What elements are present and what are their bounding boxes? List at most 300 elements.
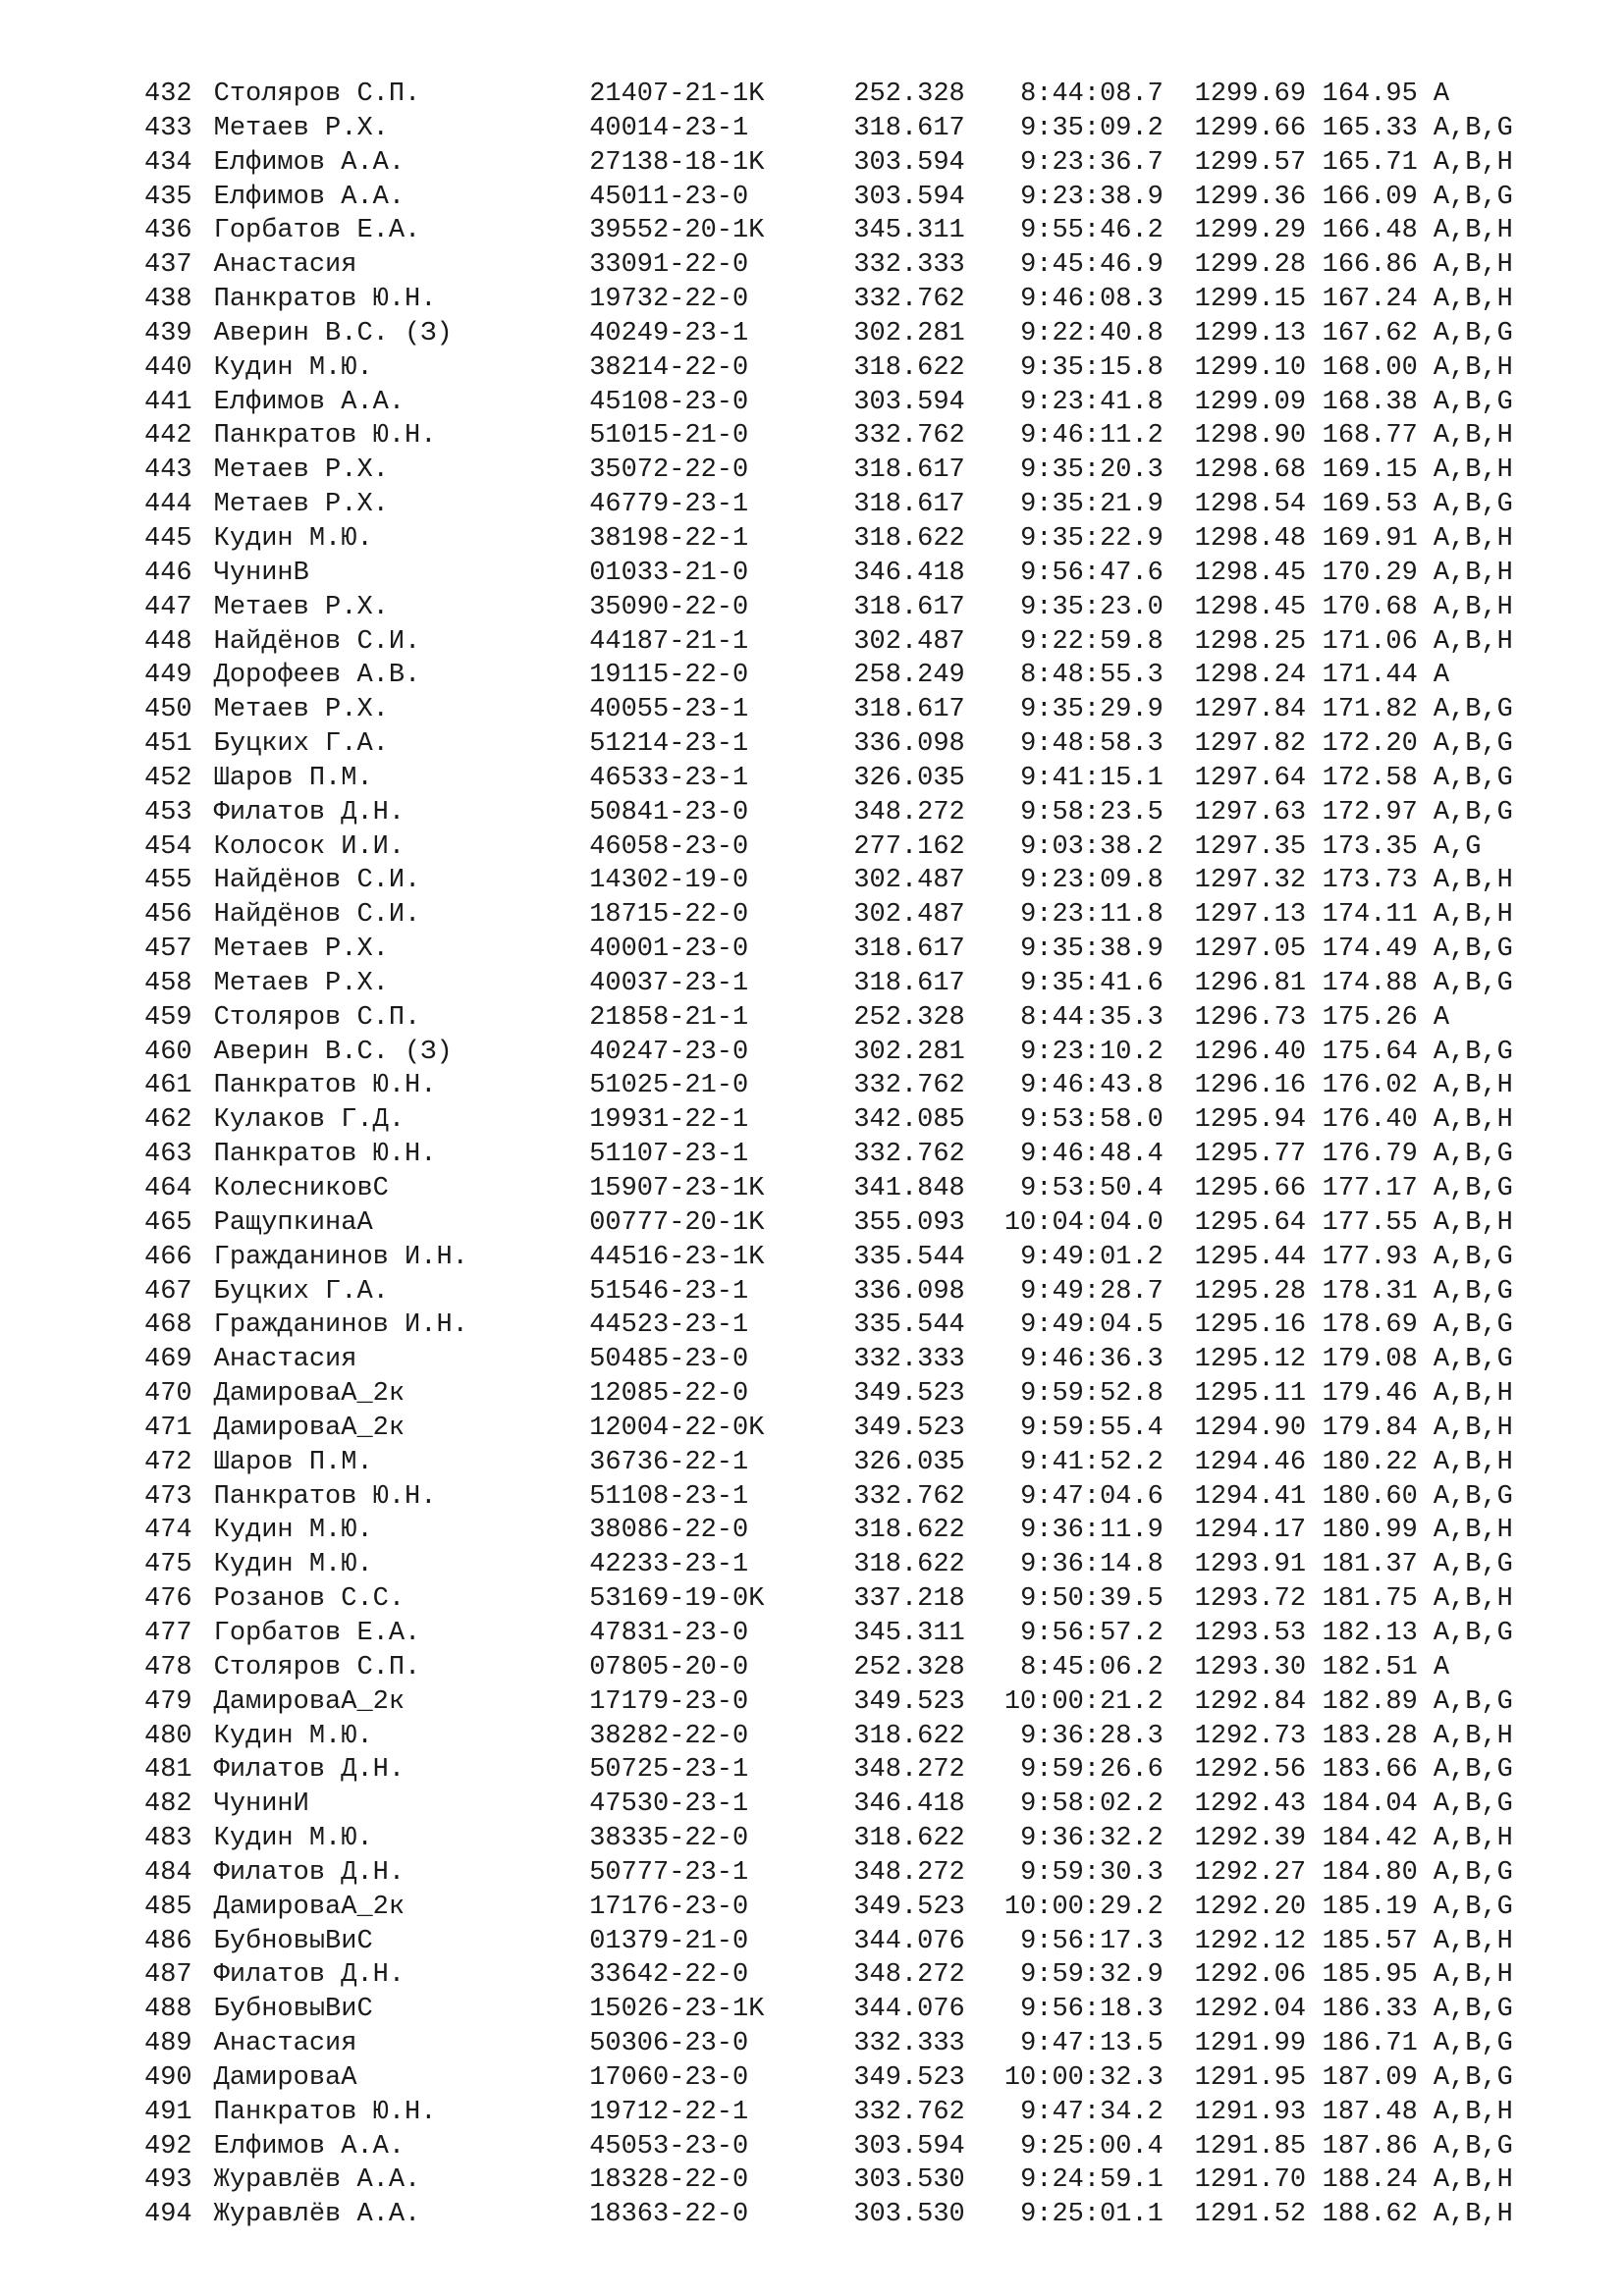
- participant-name: Елфимов А.А.: [213, 387, 406, 417]
- speed: 1295.77: [1194, 1140, 1307, 1170]
- participant-name: ЧунинИ: [213, 1789, 309, 1820]
- place-number: 435: [144, 182, 192, 212]
- flight-time: 9:23:38.9: [1020, 182, 1164, 212]
- ring-code: 53169-19-0K: [589, 1584, 765, 1615]
- participant-name: Панкратов Ю.Н.: [213, 1071, 437, 1101]
- participant-name: ДамироваА: [213, 2062, 357, 2093]
- ring-code: 50485-23-0: [589, 1345, 749, 1375]
- coefficient: 165.71: [1322, 147, 1418, 178]
- flight-time: 9:35:09.2: [1020, 113, 1164, 143]
- coefficient: 187.09: [1322, 2062, 1418, 2093]
- distance: 302.487: [853, 866, 965, 896]
- distance: 252.328: [853, 1002, 965, 1033]
- distance: 335.544: [853, 1242, 965, 1272]
- table-row: [144, 830, 1578, 865]
- classes: A,B,H: [1433, 1926, 1513, 1956]
- speed: 1292.12: [1194, 1926, 1307, 1956]
- speed: 1292.43: [1194, 1789, 1307, 1820]
- flight-time: 9:59:52.8: [1020, 1379, 1164, 1410]
- place-number: 463: [144, 1140, 192, 1170]
- participant-name: Колосок И.И.: [213, 831, 406, 862]
- place-number: 438: [144, 285, 192, 315]
- ring-code: 51025-21-0: [589, 1071, 749, 1101]
- table-row: [144, 1753, 1578, 1788]
- speed: 1299.36: [1194, 182, 1307, 212]
- distance: 303.594: [853, 182, 965, 212]
- classes: A,B,H: [1433, 1105, 1513, 1136]
- distance: 341.848: [853, 1174, 965, 1203]
- ring-code: 40247-23-0: [589, 1037, 749, 1067]
- place-number: 484: [144, 1857, 192, 1888]
- distance: 332.762: [853, 1071, 965, 1101]
- speed: 1292.73: [1194, 1721, 1307, 1751]
- ring-code: 50777-23-1: [589, 1857, 749, 1888]
- flight-time: 9:35:29.9: [1020, 695, 1164, 725]
- flight-time: 9:23:10.2: [1020, 1037, 1164, 1067]
- place-number: 478: [144, 1652, 192, 1682]
- place-number: 462: [144, 1105, 192, 1136]
- flight-time: 9:53:58.0: [1020, 1105, 1164, 1136]
- place-number: 437: [144, 250, 192, 281]
- coefficient: 177.93: [1322, 1242, 1418, 1272]
- ring-code: 50841-23-0: [589, 797, 749, 828]
- classes: A,B,G: [1433, 1481, 1513, 1512]
- ring-code: 51107-23-1: [589, 1140, 749, 1170]
- ring-code: 42233-23-1: [589, 1550, 749, 1580]
- table-row: [144, 1822, 1578, 1856]
- table-row: [144, 1514, 1578, 1548]
- distance: 337.218: [853, 1584, 965, 1615]
- speed: 1294.46: [1194, 1447, 1307, 1477]
- ring-code: 44187-21-1: [589, 626, 749, 657]
- distance: 355.093: [853, 1207, 965, 1238]
- distance: 344.076: [853, 1926, 965, 1956]
- flight-time: 9:22:40.8: [1020, 318, 1164, 348]
- distance: 349.523: [853, 1413, 965, 1443]
- flight-time: 9:25:00.4: [1020, 2131, 1164, 2162]
- table-row: [144, 1377, 1578, 1412]
- coefficient: 185.19: [1322, 1892, 1418, 1922]
- flight-time: 9:59:32.9: [1020, 1960, 1164, 1991]
- ring-code: 18363-22-0: [589, 2200, 749, 2230]
- distance: 332.762: [853, 285, 965, 315]
- table-row: [144, 488, 1578, 522]
- coefficient: 182.13: [1322, 1618, 1418, 1648]
- classes: A,B,G: [1433, 695, 1513, 725]
- place-number: 449: [144, 661, 192, 691]
- table-row: [144, 1925, 1578, 1959]
- table-row: [144, 1275, 1578, 1309]
- place-number: 439: [144, 318, 192, 348]
- ring-code: 44523-23-1: [589, 1310, 749, 1341]
- ring-code: 51015-21-0: [589, 421, 749, 452]
- table-row: [144, 693, 1578, 727]
- place-number: 436: [144, 216, 192, 246]
- ring-code: 45011-23-0: [589, 182, 749, 212]
- distance: 349.523: [853, 1379, 965, 1410]
- flight-time: 9:22:59.8: [1020, 626, 1164, 657]
- place-number: 461: [144, 1071, 192, 1101]
- classes: A,B,H: [1433, 216, 1513, 246]
- participant-name: Журавлёв А.А.: [213, 2165, 421, 2196]
- classes: A,B,G: [1433, 797, 1513, 828]
- participant-name: Шаров П.М.: [213, 763, 373, 793]
- flight-time: 9:45:46.9: [1020, 250, 1164, 281]
- participant-name: ДамироваА_2к: [213, 1892, 406, 1922]
- flight-time: 9:46:36.3: [1020, 1345, 1164, 1375]
- table-row: [144, 2130, 1578, 2164]
- coefficient: 171.82: [1322, 695, 1418, 725]
- table-row: [144, 2061, 1578, 2096]
- classes: A,B,G: [1433, 387, 1513, 417]
- table-row: [144, 591, 1578, 625]
- ring-code: 17176-23-0: [589, 1892, 749, 1922]
- participant-name: Анастасия: [213, 2029, 357, 2059]
- place-number: 443: [144, 455, 192, 486]
- distance: 349.523: [853, 2062, 965, 2093]
- coefficient: 174.11: [1322, 900, 1418, 931]
- participant-name: ДамироваА_2к: [213, 1379, 406, 1410]
- ring-code: 51214-23-1: [589, 729, 749, 760]
- speed: 1296.16: [1194, 1071, 1307, 1101]
- ring-code: 47530-23-1: [589, 1789, 749, 1820]
- place-number: 450: [144, 695, 192, 725]
- coefficient: 173.73: [1322, 866, 1418, 896]
- flight-time: 10:00:21.2: [1003, 1686, 1164, 1717]
- place-number: 486: [144, 1926, 192, 1956]
- ring-code: 12085-22-0: [589, 1379, 749, 1410]
- table-row: [144, 78, 1578, 112]
- table-row: [144, 2198, 1578, 2232]
- speed: 1299.13: [1194, 318, 1307, 348]
- speed: 1297.13: [1194, 900, 1307, 931]
- classes: A,B,H: [1433, 1516, 1513, 1546]
- table-row: [144, 1788, 1578, 1822]
- distance: 344.076: [853, 1995, 965, 2025]
- place-number: 453: [144, 797, 192, 828]
- distance: 302.281: [853, 1037, 965, 1067]
- distance: 303.594: [853, 2131, 965, 2162]
- place-number: 458: [144, 968, 192, 998]
- speed: 1294.41: [1194, 1481, 1307, 1512]
- speed: 1295.12: [1194, 1345, 1307, 1375]
- speed: 1292.84: [1194, 1686, 1307, 1717]
- place-number: 451: [144, 729, 192, 760]
- table-row: [144, 1241, 1578, 1275]
- participant-name: Найдёнов С.И.: [213, 900, 421, 931]
- distance: 345.311: [853, 216, 965, 246]
- speed: 1293.91: [1194, 1550, 1307, 1580]
- ring-code: 45108-23-0: [589, 387, 749, 417]
- flight-time: 9:50:39.5: [1020, 1584, 1164, 1615]
- speed: 1291.95: [1194, 2062, 1307, 2093]
- classes: A,B,G: [1433, 318, 1513, 348]
- speed: 1292.56: [1194, 1755, 1307, 1786]
- distance: 302.487: [853, 626, 965, 657]
- classes: A,B,G: [1433, 729, 1513, 760]
- ring-code: 01379-21-0: [589, 1926, 749, 1956]
- distance: 258.249: [853, 661, 965, 691]
- table-row: [144, 727, 1578, 762]
- participant-name: Шаров П.М.: [213, 1447, 373, 1477]
- table-row: [144, 1685, 1578, 1720]
- ring-code: 15907-23-1K: [589, 1174, 765, 1203]
- classes: A,B,H: [1433, 352, 1513, 383]
- place-number: 432: [144, 80, 192, 109]
- place-number: 452: [144, 763, 192, 793]
- classes: A,B,G: [1433, 1345, 1513, 1375]
- participant-name: Гражданинов И.Н.: [213, 1242, 468, 1272]
- ring-code: 36736-22-1: [589, 1447, 749, 1477]
- coefficient: 179.84: [1322, 1413, 1418, 1443]
- classes: A,B,G: [1433, 1037, 1513, 1067]
- classes: A,B,H: [1433, 592, 1513, 622]
- coefficient: 165.33: [1322, 113, 1418, 143]
- distance: 277.162: [853, 831, 965, 862]
- ring-code: 33091-22-0: [589, 250, 749, 281]
- speed: 1295.16: [1194, 1310, 1307, 1341]
- ring-code: 38282-22-0: [589, 1721, 749, 1751]
- flight-time: 9:49:04.5: [1020, 1310, 1164, 1341]
- distance: 326.035: [853, 763, 965, 793]
- place-number: 481: [144, 1755, 192, 1786]
- speed: 1296.73: [1194, 1002, 1307, 1033]
- distance: 302.281: [853, 318, 965, 348]
- place-number: 464: [144, 1174, 192, 1203]
- participant-name: Буцких Г.А.: [213, 1276, 389, 1307]
- participant-name: Метаев Р.Х.: [213, 934, 389, 965]
- classes: A,B,H: [1433, 1721, 1513, 1751]
- flight-time: 8:48:55.3: [1020, 661, 1164, 691]
- results-table: [144, 78, 1578, 2232]
- participant-name: Панкратов Ю.Н.: [213, 421, 437, 452]
- flight-time: 9:56:17.3: [1020, 1926, 1164, 1956]
- place-number: 489: [144, 2029, 192, 2059]
- participant-name: Елфимов А.А.: [213, 2131, 406, 2162]
- classes: A: [1433, 661, 1450, 691]
- table-row: [144, 1138, 1578, 1172]
- table-row: [144, 1001, 1578, 1036]
- classes: A,B,H: [1433, 558, 1513, 588]
- table-row: [144, 1036, 1578, 1070]
- speed: 1292.04: [1194, 1995, 1307, 2025]
- distance: 342.085: [853, 1105, 965, 1136]
- classes: A,B,H: [1433, 1824, 1513, 1854]
- speed: 1298.54: [1194, 490, 1307, 520]
- table-row: [144, 933, 1578, 967]
- place-number: 470: [144, 1379, 192, 1410]
- place-number: 441: [144, 387, 192, 417]
- table-row: [144, 659, 1578, 693]
- speed: 1292.20: [1194, 1892, 1307, 1922]
- distance: 349.523: [853, 1892, 965, 1922]
- participant-name: Метаев Р.Х.: [213, 968, 389, 998]
- participant-name: Метаев Р.Х.: [213, 490, 389, 520]
- place-number: 468: [144, 1310, 192, 1341]
- coefficient: 166.48: [1322, 216, 1418, 246]
- flight-time: 9:23:41.8: [1020, 387, 1164, 417]
- participant-name: Анастасия: [213, 250, 357, 281]
- ring-code: 17060-23-0: [589, 2062, 749, 2093]
- flight-time: 9:59:26.6: [1020, 1755, 1164, 1786]
- flight-time: 9:41:52.2: [1020, 1447, 1164, 1477]
- participant-name: Панкратов Ю.Н.: [213, 1140, 437, 1170]
- flight-time: 9:24:59.1: [1020, 2165, 1164, 2196]
- table-row: [144, 386, 1578, 420]
- flight-time: 10:00:29.2: [1003, 1892, 1164, 1922]
- distance: 318.622: [853, 1550, 965, 1580]
- ring-code: 40014-23-1: [589, 113, 749, 143]
- place-number: 444: [144, 490, 192, 520]
- participant-name: Анастасия: [213, 1345, 357, 1375]
- speed: 1295.11: [1194, 1379, 1307, 1410]
- distance: 348.272: [853, 797, 965, 828]
- participant-name: Филатов Д.Н.: [213, 1857, 406, 1888]
- table-row: [144, 1720, 1578, 1754]
- flight-time: 9:35:21.9: [1020, 490, 1164, 520]
- flight-time: 9:46:11.2: [1020, 421, 1164, 452]
- participant-name: Елфимов А.А.: [213, 182, 406, 212]
- ring-code: 19732-22-0: [589, 285, 749, 315]
- ring-code: 38198-22-1: [589, 523, 749, 554]
- ring-code: 45053-23-0: [589, 2131, 749, 2162]
- coefficient: 183.28: [1322, 1721, 1418, 1751]
- ring-code: 17179-23-0: [589, 1686, 749, 1717]
- coefficient: 182.89: [1322, 1686, 1418, 1717]
- speed: 1299.57: [1194, 147, 1307, 178]
- ring-code: 40249-23-1: [589, 318, 749, 348]
- table-row: [144, 181, 1578, 215]
- flight-time: 9:46:48.4: [1020, 1140, 1164, 1170]
- classes: A,B,H: [1433, 421, 1513, 452]
- classes: A,B,H: [1433, 250, 1513, 281]
- ring-code: 46058-23-0: [589, 831, 749, 862]
- ring-code: 46779-23-1: [589, 490, 749, 520]
- classes: A,B,G: [1433, 490, 1513, 520]
- classes: A,B,G: [1433, 1686, 1513, 1717]
- distance: 252.328: [853, 1652, 965, 1682]
- distance: 332.333: [853, 2029, 965, 2059]
- classes: A: [1433, 1002, 1450, 1033]
- flight-time: 9:35:38.9: [1020, 934, 1164, 965]
- flight-time: 8:44:35.3: [1020, 1002, 1164, 1033]
- coefficient: 184.42: [1322, 1824, 1418, 1854]
- flight-time: 9:03:38.2: [1020, 831, 1164, 862]
- place-number: 454: [144, 831, 192, 862]
- coefficient: 168.77: [1322, 421, 1418, 452]
- flight-time: 9:41:15.1: [1020, 763, 1164, 793]
- flight-time: 9:35:41.6: [1020, 968, 1164, 998]
- classes: A,B,H: [1433, 1379, 1513, 1410]
- participant-name: ЧунинВ: [213, 558, 309, 588]
- speed: 1297.32: [1194, 866, 1307, 896]
- flight-time: 9:53:50.4: [1020, 1174, 1164, 1203]
- place-number: 487: [144, 1960, 192, 1991]
- flight-time: 9:47:13.5: [1020, 2029, 1164, 2059]
- place-number: 483: [144, 1824, 192, 1854]
- classes: A,B,H: [1433, 455, 1513, 486]
- participant-name: Метаев Р.Х.: [213, 592, 389, 622]
- participant-name: Кудин М.Ю.: [213, 1516, 373, 1546]
- coefficient: 174.49: [1322, 934, 1418, 965]
- ring-code: 19115-22-0: [589, 661, 749, 691]
- classes: A,B,G: [1433, 113, 1513, 143]
- ring-code: 19931-22-1: [589, 1105, 749, 1136]
- participant-name: Столяров С.П.: [213, 80, 421, 109]
- flight-time: 9:56:57.2: [1020, 1618, 1164, 1648]
- ring-code: 18715-22-0: [589, 900, 749, 931]
- distance: 346.418: [853, 558, 965, 588]
- place-number: 466: [144, 1242, 192, 1272]
- speed: 1291.93: [1194, 2097, 1307, 2127]
- flight-time: 9:36:11.9: [1020, 1516, 1164, 1546]
- classes: A,B,G: [1433, 763, 1513, 793]
- coefficient: 168.38: [1322, 387, 1418, 417]
- classes: A,B,G: [1433, 2131, 1513, 2162]
- coefficient: 176.02: [1322, 1071, 1418, 1101]
- ring-code: 47831-23-0: [589, 1618, 749, 1648]
- speed: 1294.90: [1194, 1413, 1307, 1443]
- classes: A,B,G: [1433, 968, 1513, 998]
- coefficient: 186.71: [1322, 2029, 1418, 2059]
- flight-time: 9:47:04.6: [1020, 1481, 1164, 1512]
- classes: A,G: [1433, 831, 1482, 862]
- distance: 332.762: [853, 1140, 965, 1170]
- ring-code: 51108-23-1: [589, 1481, 749, 1512]
- participant-name: Филатов Д.Н.: [213, 1755, 406, 1786]
- flight-time: 9:56:18.3: [1020, 1995, 1164, 2025]
- place-number: 471: [144, 1413, 192, 1443]
- table-row: [144, 1548, 1578, 1582]
- participant-name: Панкратов Ю.Н.: [213, 285, 437, 315]
- table-row: [144, 1891, 1578, 1925]
- participant-name: Метаев Р.Х.: [213, 455, 389, 486]
- flight-time: 9:46:08.3: [1020, 285, 1164, 315]
- distance: 318.617: [853, 695, 965, 725]
- distance: 336.098: [853, 1276, 965, 1307]
- distance: 303.594: [853, 147, 965, 178]
- participant-name: Панкратов Ю.Н.: [213, 2097, 437, 2127]
- table-row: [144, 283, 1578, 317]
- coefficient: 164.95: [1322, 80, 1418, 109]
- participant-name: БубновыВиС: [213, 1926, 373, 1956]
- distance: 348.272: [853, 1857, 965, 1888]
- speed: 1293.30: [1194, 1652, 1307, 1682]
- table-row: [144, 1446, 1578, 1480]
- table-row: [144, 1856, 1578, 1891]
- speed: 1298.45: [1194, 558, 1307, 588]
- participant-name: Филатов Д.Н.: [213, 797, 406, 828]
- speed: 1298.24: [1194, 661, 1307, 691]
- table-row: [144, 522, 1578, 557]
- coefficient: 181.75: [1322, 1584, 1418, 1615]
- place-number: 475: [144, 1550, 192, 1580]
- speed: 1295.28: [1194, 1276, 1307, 1307]
- speed: 1298.68: [1194, 455, 1307, 486]
- flight-time: 9:49:28.7: [1020, 1276, 1164, 1307]
- ring-code: 50306-23-0: [589, 2029, 749, 2059]
- table-row: [144, 625, 1578, 660]
- speed: 1299.15: [1194, 285, 1307, 315]
- table-row: [144, 1308, 1578, 1343]
- distance: 318.617: [853, 968, 965, 998]
- place-number: 442: [144, 421, 192, 452]
- classes: A,B,H: [1433, 626, 1513, 657]
- flight-time: 9:35:20.3: [1020, 455, 1164, 486]
- ring-code: 00777-20-1K: [589, 1207, 765, 1238]
- flight-time: 9:23:36.7: [1020, 147, 1164, 178]
- flight-time: 9:35:23.0: [1020, 592, 1164, 622]
